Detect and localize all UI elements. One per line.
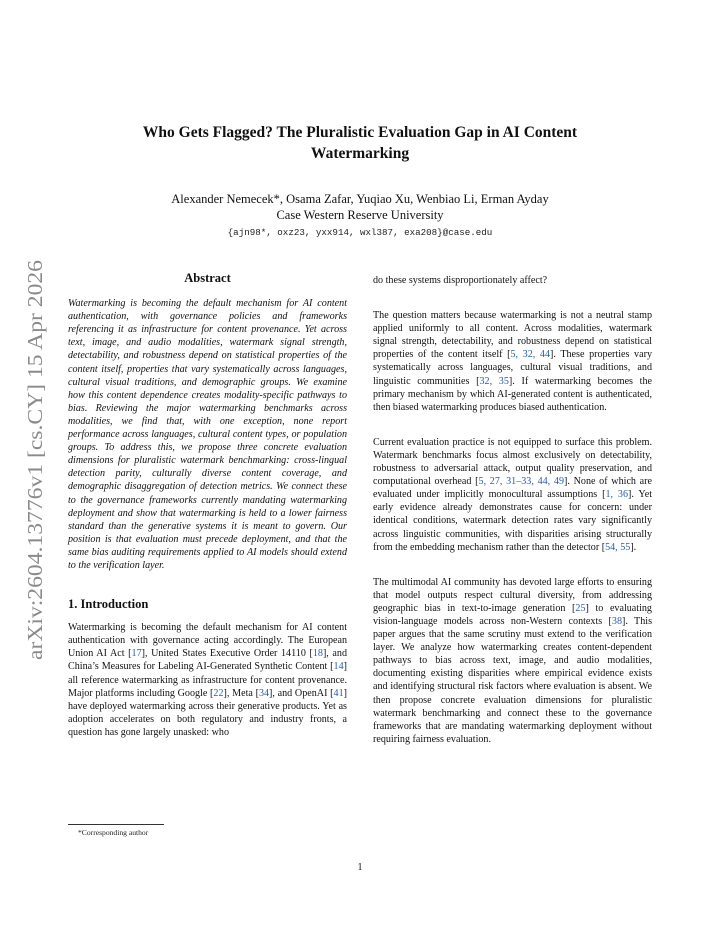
text-span: ], United States Executive Order 14110 [ [141,648,313,660]
citation-link[interactable]: 5, 32, 44 [510,349,551,361]
text-span: ] to evaluating vision-language models across non-Western contexts [ [373,602,652,627]
citation-link[interactable]: 22 [213,687,224,699]
footnote: *Corresponding author [78,828,149,837]
text-span: ]. These properties vary systematically across languages, cultural visual traditions, and linguistic communities [ [373,349,652,387]
left-column [68,270,347,739]
text-span: ]. Yet early evidence already demonstrates cause for concern: under identical conditions, watermark detection rates vary significantly across linguistic communities, with disparities arising structurally from the embedding mechanism rather than the detector [ [373,489,652,553]
citation-link[interactable]: 41 [333,687,344,699]
continued-sentence: do these systems disproportionately affect? [373,275,548,286]
citation-link[interactable]: 25 [575,602,586,614]
intro-paragraph-2 [373,309,652,414]
paper-title [100,122,620,164]
text-span: ]. If watermarking becomes the primary mechanism by which AI-generated content is authenticated, then biased watermarking produces biased authentication. [373,375,653,413]
intro-paragraph-3 [373,436,652,554]
citation-link[interactable]: 18 [312,648,323,660]
citation-link[interactable]: 54, 55 [605,541,631,553]
arxiv-id: arXiv:2604.13776v1 [cs.CY] 15 Apr 2026 [23,304,47,660]
title-line-1: Who Gets Flagged? The Pluralistic Evaluation Gap in AI Content [142,124,578,141]
right-column [373,270,652,746]
arxiv-sidebar-stamp [18,260,48,660]
abstract-heading: Abstract [184,271,231,285]
author-emails: {ajn98*, oxz23, yxx914, wxl387, exa208}@case.edu [227,227,493,238]
text-span: Current evaluation practice is not equipped to surface this problem. Watermark benchmarks focus almost exclusively on detectability, robustness to adversarial attack, output quality preservation, and computational overhead [ [373,436,652,488]
text-span: ]. [630,541,637,553]
title-line-2: Watermarking [310,145,410,162]
affiliation: Case Western Reserve University [276,208,444,222]
introduction-heading: 1. Introduction [68,597,149,612]
intro-paragraph-1 [68,621,347,739]
text-span: The multimodal AI community has devoted large efforts to ensuring that model outputs respect cultural diversity, from addressing geographic bias in text-to-image generation [ [373,576,652,614]
text-span: Watermarking is becoming the default mechanism for AI content authentication with governance acting accordingly. The European Union AI Act [ [68,622,347,660]
text-span: ]. This paper argues that the same scrutiny must extend to the verification layer. We analyze how watermarking creates content-dependent pathways to bias across text, image, and audio modalities, documenting existing disparities where empirical evidence exists and identifying structural risk factors where evaluation is absent. We then propose concrete evaluation dimensions for pluralistic watermark benchmarking and connect these to the governance frameworks that are mandating watermarking deployment without requiring fairness evaluation. [373,615,652,745]
text-span: ], and China’s Measures for Labeling AI-Generated Synthetic Content [ [68,648,348,673]
text-span: The question matters because watermarking is not a neutral stamp applied uniformly to all content. Across modalities, watermark signal strength, detectability, and robustness depend on statistical properties of the content itself [ [373,310,652,361]
citation-link[interactable]: 17 [131,648,142,660]
citation-link[interactable]: 5, 27, 31–33, 44, 49 [478,476,565,488]
intro-paragraph-4 [373,576,652,746]
author-list: Alexander Nemecek*, Osama Zafar, Yuqiao Xu, Wenbiao Li, Erman Ayday [171,192,549,206]
text-span: ], Meta [ [223,687,259,699]
text-span: ]. None of which are evaluated under implicitly monocultural assumptions [ [373,476,652,501]
page-number: 1 [357,862,363,873]
text-span: ] all reference watermarking as infrastructure for content provenance. Major platforms including Google [ [68,661,347,699]
citation-link[interactable]: 34 [258,687,270,699]
abstract-body: Watermarking is becoming the default mechanism for AI content authentication, with governance policies and frameworks referencing it as infrastructure for content provenance. Yet across text, image, and audio modalities, watermark signal strength, detectability, and robustness depend on statistical properties of the content itself, properties that vary systematically across languages, cultural visual traditions, and demographic groups. We examine how this content dependence creates modality-specific pathways to bias. Reviewing the major watermarking benchmarks across modalities, we find that, with one exception, none report performance across languages, cultural content types, or population groups. To address this, we propose three concrete evaluation dimensions for pluralistic watermark benchmarking: cross-lingual detection parity, culturally diverse content coverage, and demographic disaggregation of detection metrics. We connect these to the governance frameworks currently mandating watermarking deployment and show that watermarking is held to a lower fairness standard than the generative systems it is meant to govern. Our position is that evaluation must precede deployment, and that the same bias auditing requirements applied to AI models should extend to the verification layer. [68,298,347,571]
citation-link[interactable]: 1, 36 [605,489,629,501]
citation-link[interactable]: 14 [333,661,344,673]
citation-link[interactable]: 32, 35 [479,375,509,387]
citation-link[interactable]: 38 [611,615,622,627]
text-span: ], and OpenAI [ [269,687,334,699]
text-span: ] have deployed watermarking across their generative products. Yet as adoption accelerates on both regulatory and industry fronts, a question has gone largely unasked: who [68,687,347,738]
footnote-rule [68,824,164,825]
